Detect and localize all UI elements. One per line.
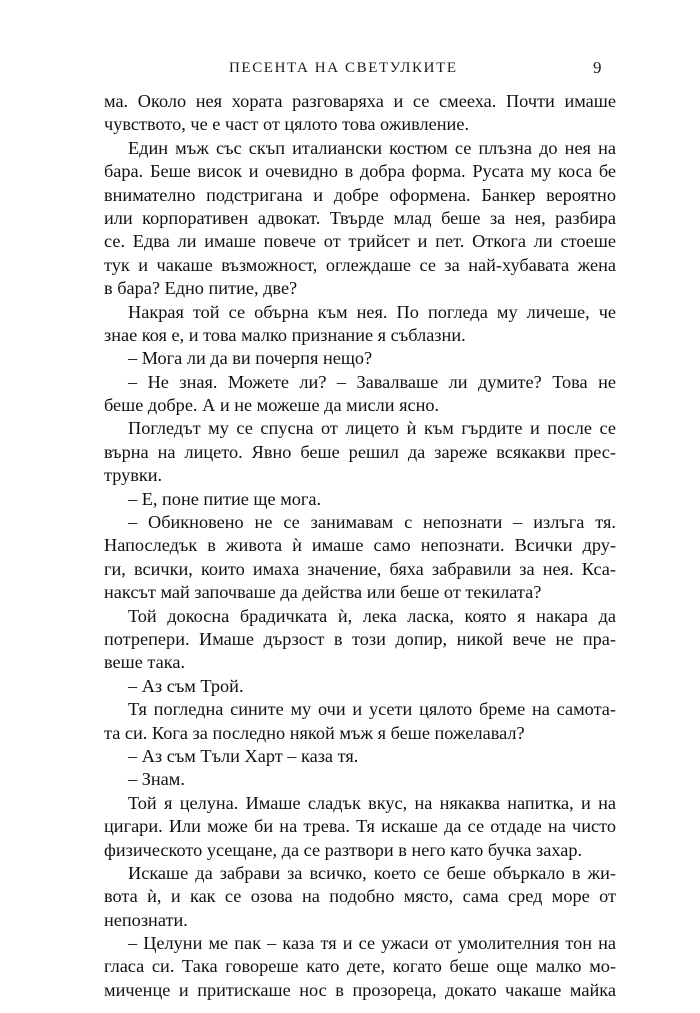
text-line: физическото усещане, да се разтвори в него като бучка захар. (104, 839, 583, 860)
text-line: – Знам. (128, 769, 185, 790)
running-head: ПЕСЕНТА НА СВЕТУЛКИТЕ (229, 60, 458, 76)
text-line: – Целуни ме пак – каза тя и се ужаси от умолителния тон на (128, 933, 616, 954)
text-line: Той докосна брадичката ѝ, лека ласка, която я накара да (128, 605, 616, 626)
text-line: Тя погледна сините му очи и усети цялото бреме на самота- (128, 699, 616, 720)
text-line: ги, всички, които имаха значение, бяха забравили за нея. Кса- (104, 558, 616, 579)
text-line: – Е, поне питие ще мога. (128, 488, 322, 509)
text-line: потрепери. Имаше дързост в този допир, никой вече не пра- (104, 628, 616, 649)
text-line: – Обикновено не се занимавам с непознати – излъга тя. (128, 512, 616, 533)
page-number: 9 (593, 58, 602, 77)
text-line: ма. Около нея хората разговаряха и се смееха. Почти имаше (104, 91, 616, 111)
text-line: знае коя е, и това малко признание я съблазни. (104, 324, 466, 345)
text-line: – Мога ли да ви почерпя нещо? (128, 348, 373, 369)
text-line: – Аз съм Трой. (128, 675, 244, 696)
text-line: Накрая той се обърна към нея. По погледа му личеше, че (128, 301, 616, 322)
text-line: Един мъж със скъп италиански костюм се плъзна до нея на (128, 137, 616, 158)
text-line: Искаше да забрави за всичко, което се беше объркало в жи- (128, 862, 616, 883)
text-line: в бара? Едно питие, две? (104, 278, 298, 299)
text-line: гласа си. Така говореше като дете, когато беше още малко мо- (104, 956, 616, 977)
text-line: миченце и притискаше нос в прозореца, докато чакаше майка (104, 979, 616, 1000)
text-line: наксът май започваше да действа или беше от текилата? (104, 582, 542, 603)
text-line: Напоследък в живота ѝ имаше само непознати. Всички дру- (104, 535, 616, 556)
text-line: веше така. (104, 652, 186, 673)
text-line: бара. Беше висок и очевидно в добра форма. Русата му коса бе (104, 161, 616, 182)
text-line: вота ѝ, и как се озова на подобно място, сама сред море от (104, 886, 616, 907)
text-line: непознати. (104, 909, 188, 930)
text-line: тук и чакаше възможност, оглеждаше се за най-хубавата жена (104, 254, 616, 275)
text-line: се. Едва ли имаше повече от трийсет и пет. Откога ли стоеше (104, 231, 616, 252)
text-line: внимателно подстригана и добре оформена. Банкер вероятно (104, 184, 616, 205)
text-line: беше добре. А и не можеше да мисли ясно. (104, 395, 440, 416)
text-line: та си. Кога за последно някой мъж я беше пожелавал? (104, 722, 525, 743)
text-line: цигари. Или може би на трева. Тя искаше да се отдаде на чисто (104, 816, 616, 837)
text-line: – Аз съм Тъли Харт – каза тя. (128, 745, 359, 766)
text-line: Погледът му се спусна от лицето ѝ към гърдите и после се (128, 418, 616, 439)
text-line: чувството, че е част от цялото това оживление. (104, 114, 470, 135)
text-line: върна на лицето. Явно беше решил да зареже всякакви прес- (104, 441, 616, 462)
text-line: – Не зная. Можете ли? – Завалваше ли думите? Това не (128, 371, 616, 392)
text-line: Той я целуна. Имаше сладък вкус, на някаква напитка, и на (128, 792, 616, 813)
text-line: или корпоративен адвокат. Твърде млад беше за нея, разбира (104, 207, 616, 228)
body-text (104, 90, 616, 1002)
text-line: трувки. (104, 465, 163, 486)
